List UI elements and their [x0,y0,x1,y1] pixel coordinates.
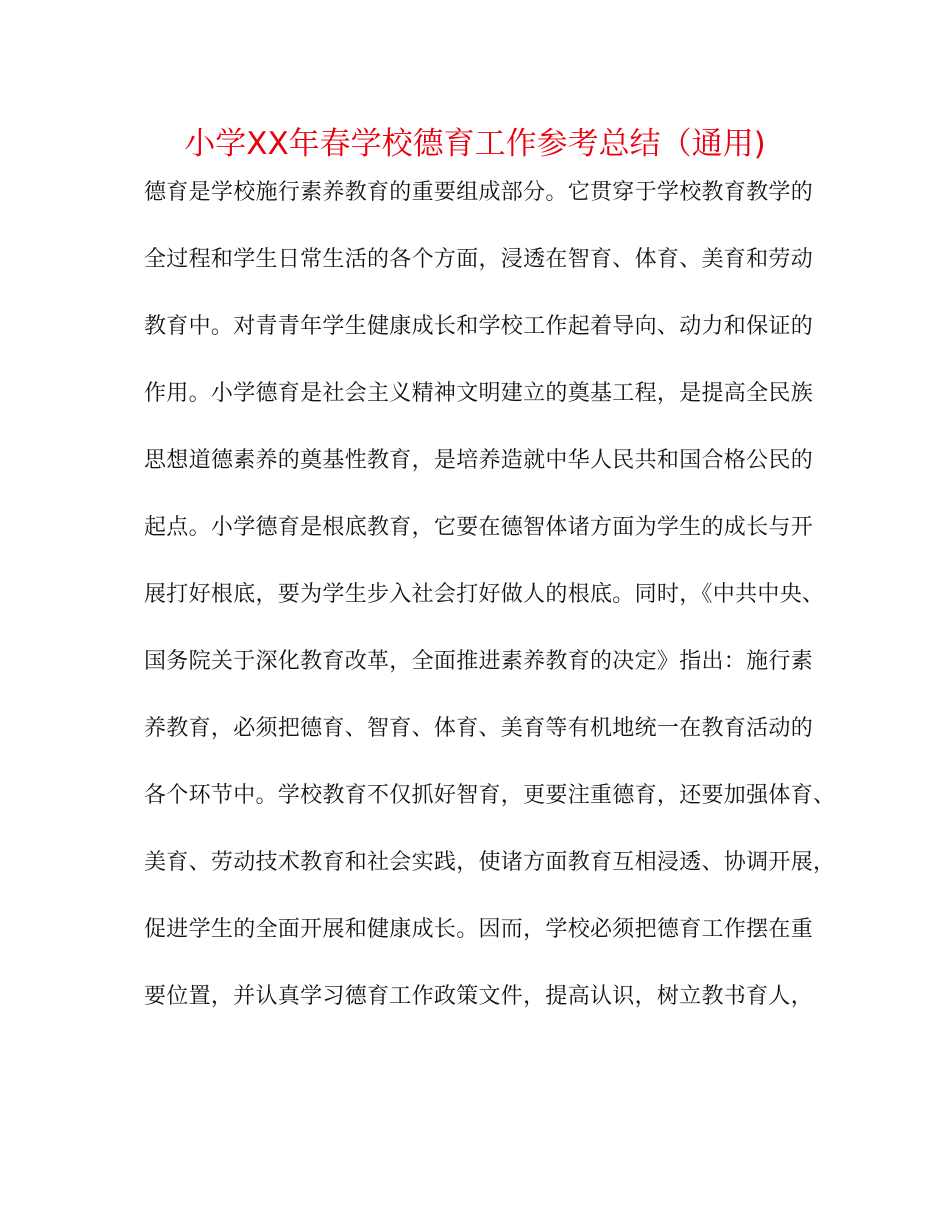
paragraph-line-11: 美育、劳动技术教育和社会实践，使诸方面教育互相浸透、协调开展， [144,850,836,875]
body-text [144,170,836,1041]
paragraph-line-13: 要位置，并认真学习德育工作政策文件，提高认识，树立教书育人， [144,984,814,1009]
paragraph-line-9: 养教育，必须把德育、智育、体育、美育等有机地统一在教育活动的 [144,716,814,741]
paragraph-line-4: 作用。小学德育是社会主义精神文明建立的奠基工程，是提高全民族 [144,381,814,406]
page-title: 小学XX年春学校德育工作参考总结（通用) [184,126,766,162]
paragraph-line-12: 促进学生的全面开展和健康成长。因而，学校必须把德育工作摆在重 [144,917,814,942]
paragraph-line-10: 各个环节中。学校教育不仅抓好智育，更要注重德育，还要加强体育、 [144,783,836,808]
paragraph-line-1: 德育是学校施行素养教育的重要组成部分。它贯穿于学校教育教学的 [144,180,814,205]
paragraph-line-8: 国务院关于深化教育改革，全面推进素养教育的决定》指出：施行素 [144,649,814,674]
paragraph-line-7: 展打好根底，要为学生步入社会打好做人的根底。同时，《中共中央、 [144,582,825,607]
paragraph-line-2: 全过程和学生日常生活的各个方面，浸透在智育、体育、美育和劳动 [144,247,814,272]
paragraph-line-5: 思想道德素养的奠基性教育，是培养造就中华人民共和国合格公民的 [144,448,814,473]
paragraph-line-3: 教育中。对青青年学生健康成长和学校工作起着导向、动力和保证的 [144,314,814,339]
paragraph-line-6: 起点。小学德育是根底教育，它要在德智体诸方面为学生的成长与开 [144,515,814,540]
